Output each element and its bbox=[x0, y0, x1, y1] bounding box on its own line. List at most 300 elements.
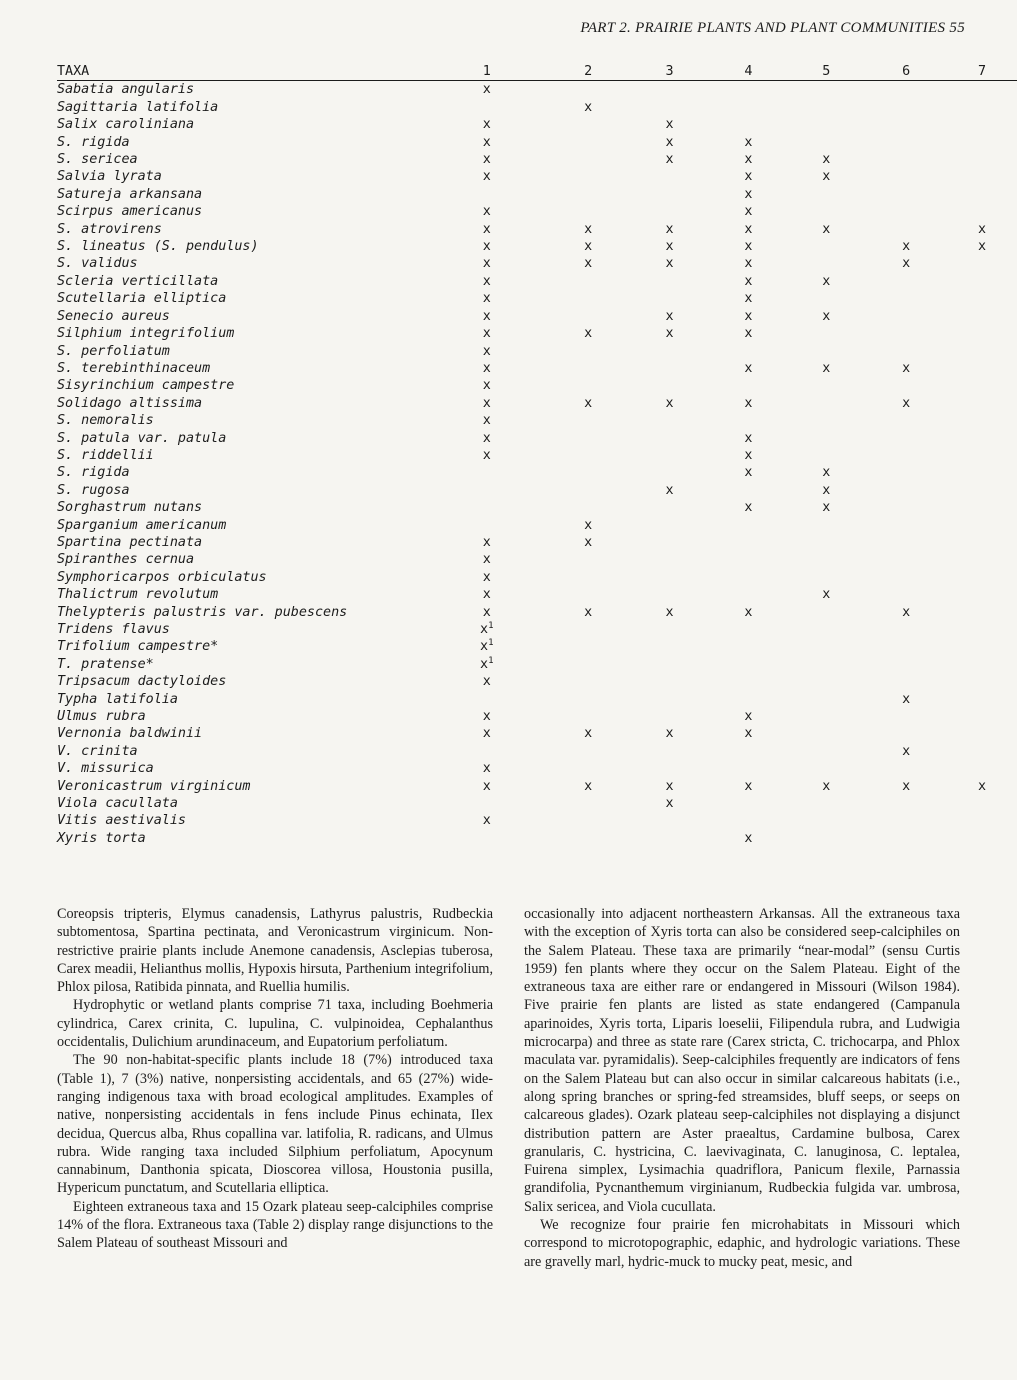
occurrence-mark: x bbox=[822, 152, 831, 168]
occurrence-mark bbox=[547, 656, 630, 673]
occurrence-mark: x bbox=[584, 99, 593, 115]
occurrence-mark: x bbox=[977, 778, 987, 794]
table-row bbox=[57, 760, 1017, 777]
body-paragraph: The 90 non-habitat-specific plants include 18 (7%) introduced taxa (Table 1), 7 (3%) native, nonpersisting accidentals, and 65 (27%) wide-ranging indigenous taxa with broad ecological amplitudes. Examples of native, nonpersisting accidentals in fens include Pinus echinata, Ilex decidua, Quercus alba, Rhus copallina var. latifolia, R. radicans, and Ulmus rubra. Wide ranging taxa included Silphium perfoliatum, Apocynum cannabinum, Danthonia spicata, Dioscorea villosa, Houstonia pusilla, Hypericum punctatum, and Scutellaria elliptica. bbox=[57, 1052, 493, 1197]
occurrence-mark: x bbox=[822, 169, 831, 185]
occurrence-mark: x bbox=[744, 830, 753, 846]
occurrence-mark: x bbox=[482, 413, 491, 429]
occurrence-mark: x bbox=[482, 813, 491, 829]
occurrence-mark bbox=[947, 99, 1017, 116]
occurrence-mark: x bbox=[584, 778, 593, 794]
body-paragraph: We recognize four prairie fen microhabitats in Missouri which correspond to microtopographic, edaphic, and hydrologic variations. These are gravelly marl, hydric-muck to mucky peat, mesic, and bbox=[524, 1217, 960, 1270]
taxon-name: Ulmus rubra bbox=[57, 709, 146, 725]
occurrence-mark: x bbox=[665, 726, 674, 742]
occurrence-mark bbox=[947, 830, 1017, 847]
occurrence-mark: x bbox=[977, 239, 987, 255]
occurrence-mark bbox=[630, 499, 710, 516]
occurrence-mark bbox=[787, 203, 865, 220]
occurrence-mark bbox=[630, 673, 710, 690]
occurrence-mark bbox=[427, 517, 547, 534]
taxon-name: S. terebinthinaceum bbox=[57, 360, 211, 376]
occurrence-mark: x bbox=[744, 134, 753, 150]
occurrence-mark: x bbox=[482, 308, 491, 324]
occurrence-mark bbox=[709, 795, 787, 812]
occurrence-mark bbox=[865, 638, 947, 655]
occurrence-mark bbox=[947, 395, 1017, 412]
occurrence-mark bbox=[865, 116, 947, 133]
occurrence-mark: x bbox=[744, 604, 753, 620]
occurrence-mark: x bbox=[482, 604, 491, 620]
occurrence-mark bbox=[630, 830, 710, 847]
table-row bbox=[57, 795, 1017, 812]
occurrence-mark bbox=[947, 534, 1017, 551]
occurrence-mark: x bbox=[665, 604, 674, 620]
occurrence-mark bbox=[787, 325, 865, 342]
table-row bbox=[57, 621, 1017, 638]
table-header-row bbox=[57, 63, 1017, 81]
occurrence-mark bbox=[630, 377, 710, 394]
occurrence-mark bbox=[547, 708, 630, 725]
right-text-column bbox=[524, 905, 960, 1271]
occurrence-mark: x bbox=[482, 569, 491, 585]
body-paragraph: occasionally into adjacent northeastern Arkansas. All the extraneous taxa with the exception of Xyris torta can also be considered seep-calciphiles on the Salem Plateau. These taxa are primarily “near-modal” (sensu Curtis 1959) fen plants where they occur on the Salem Plateau. Eight of the extraneous taxa are either rare or endangered in Missouri (Wilson 1984). Five prairie fen plants are listed as state endangered (Campanula aparinoides, Xyris torta, Liparis loeselii, Filipendula rubra, and Ludwigia microcarpa) and three as state rare (Carex stricta, C. trichocarpa, and Phlox maculata var. pyramidalis). Seep-calciphiles frequently are indicators of fens on the Salem Plateau but can also occur in similar calcareous habitats (i.e., along spring branches or spring-fed streamsides, bluff seeps, or seeps on calcareous glades). Ozark plateau seep-calciphiles not displaying a disjunct distribution pattern are Aster praealtus, Cardamine bulbosa, Carex granularis, C. hystricina, C. laevivaginata, C. lanuginosa, C. leptalea, Fuirena simplex, Lysimachia quadriflora, Panicum flexile, Parnassia grandifolia, Pycnanthemum virginianum, Rudbeckia fulgida var. umbrosa, Salix sericea, and Viola cucullata. bbox=[524, 906, 960, 1215]
occurrence-mark bbox=[630, 99, 710, 116]
occurrence-mark: x bbox=[902, 604, 911, 620]
occurrence-mark: x bbox=[822, 273, 831, 289]
table-row bbox=[57, 604, 1017, 621]
taxon-name: Symphoricarpos orbiculatus bbox=[57, 569, 267, 585]
occurrence-mark: x bbox=[822, 778, 831, 794]
occurrence-mark bbox=[865, 151, 947, 168]
occurrence-mark: x bbox=[482, 273, 491, 289]
occurrence-mark: x bbox=[482, 552, 491, 568]
taxon-name: Typha latifolia bbox=[57, 691, 178, 707]
occurrence-mark bbox=[947, 168, 1017, 185]
occurrence-mark: x bbox=[584, 256, 593, 272]
running-header: PART 2. PRAIRIE PLANTS AND PLANT COMMUNITIES 55 bbox=[580, 20, 965, 36]
table-row bbox=[57, 534, 1017, 551]
occurrence-mark: x bbox=[665, 239, 674, 255]
table-row bbox=[57, 99, 1017, 116]
table-row bbox=[57, 673, 1017, 690]
occurrence-mark: x bbox=[822, 221, 831, 237]
occurrence-mark bbox=[787, 812, 865, 829]
occurrence-mark bbox=[865, 708, 947, 725]
table-row bbox=[57, 290, 1017, 307]
table-row bbox=[57, 569, 1017, 586]
occurrence-mark bbox=[709, 99, 787, 116]
occurrence-mark bbox=[787, 725, 865, 742]
occurrence-mark bbox=[709, 586, 787, 603]
occurrence-mark bbox=[947, 447, 1017, 464]
occurrence-mark: x bbox=[482, 709, 491, 725]
occurrence-mark bbox=[947, 551, 1017, 568]
occurrence-mark bbox=[947, 743, 1017, 760]
occurrence-mark bbox=[427, 795, 547, 812]
taxon-name: Scirpus americanus bbox=[57, 204, 203, 220]
occurrence-mark bbox=[547, 290, 630, 307]
occurrence-mark: x bbox=[744, 204, 753, 220]
occurrence-mark bbox=[547, 499, 630, 516]
taxon-name: S. nemoralis bbox=[57, 413, 154, 429]
occurrence-mark bbox=[547, 551, 630, 568]
occurrence-mark bbox=[865, 795, 947, 812]
occurrence-mark bbox=[865, 447, 947, 464]
occurrence-mark bbox=[547, 430, 630, 447]
occurrence-mark bbox=[709, 621, 787, 638]
taxon-name: Spartina pectinata bbox=[57, 534, 203, 550]
taxon-name: S. rigida bbox=[57, 134, 130, 150]
occurrence-mark: x bbox=[482, 134, 491, 150]
occurrence-mark bbox=[630, 534, 710, 551]
table-row bbox=[57, 395, 1017, 412]
occurrence-mark bbox=[947, 812, 1017, 829]
occurrence-mark bbox=[947, 290, 1017, 307]
taxon-name: T. pratense* bbox=[57, 656, 154, 672]
occurrence-mark bbox=[547, 203, 630, 220]
occurrence-mark bbox=[947, 656, 1017, 673]
occurrence-mark bbox=[630, 430, 710, 447]
occurrence-mark bbox=[865, 830, 947, 847]
occurrence-mark: x bbox=[902, 360, 911, 376]
occurrence-mark bbox=[787, 116, 865, 133]
occurrence-mark bbox=[787, 412, 865, 429]
occurrence-mark: x bbox=[822, 465, 831, 481]
occurrence-mark bbox=[547, 151, 630, 168]
occurrence-mark: x bbox=[482, 726, 491, 742]
occurrence-mark bbox=[947, 308, 1017, 325]
occurrence-mark bbox=[947, 708, 1017, 725]
occurrence-mark: x bbox=[584, 326, 593, 342]
occurrence-mark bbox=[709, 534, 787, 551]
taxon-name: Sorghastrum nutans bbox=[57, 500, 203, 516]
occurrence-mark bbox=[787, 290, 865, 307]
occurrence-mark: x bbox=[482, 291, 491, 307]
table-row bbox=[57, 778, 1017, 795]
table-row bbox=[57, 586, 1017, 603]
occurrence-mark: x bbox=[744, 326, 753, 342]
occurrence-mark: x bbox=[482, 447, 491, 463]
occurrence-mark bbox=[709, 656, 787, 673]
occurrence-mark bbox=[547, 638, 630, 655]
table-row bbox=[57, 725, 1017, 742]
occurrence-mark bbox=[709, 343, 787, 360]
taxa-table bbox=[57, 63, 1017, 847]
taxon-name: Sagittaria latifolia bbox=[57, 99, 219, 115]
occurrence-mark bbox=[865, 464, 947, 481]
occurrence-mark bbox=[709, 812, 787, 829]
occurrence-mark bbox=[630, 638, 710, 655]
occurrence-mark bbox=[427, 499, 547, 516]
taxon-name: Thalictrum revolutum bbox=[57, 587, 219, 603]
occurrence-mark bbox=[865, 343, 947, 360]
occurrence-mark bbox=[630, 743, 710, 760]
occurrence-mark bbox=[547, 273, 630, 290]
occurrence-mark: x bbox=[744, 430, 753, 446]
occurrence-mark bbox=[547, 586, 630, 603]
table-row bbox=[57, 325, 1017, 342]
occurrence-mark: x bbox=[744, 395, 753, 411]
occurrence-mark bbox=[787, 673, 865, 690]
table-row bbox=[57, 743, 1017, 760]
table-row bbox=[57, 447, 1017, 464]
occurrence-mark: x bbox=[584, 221, 593, 237]
taxon-name: Scleria verticillata bbox=[57, 273, 219, 289]
occurrence-mark: x bbox=[822, 587, 831, 603]
occurrence-mark bbox=[787, 430, 865, 447]
occurrence-mark bbox=[427, 743, 547, 760]
occurrence-mark: $x^1$ bbox=[480, 638, 494, 655]
occurrence-mark bbox=[547, 569, 630, 586]
occurrence-mark: x bbox=[822, 308, 831, 324]
taxon-name: V. missurica bbox=[57, 761, 154, 777]
occurrence-mark bbox=[709, 743, 787, 760]
occurrence-mark: x bbox=[902, 256, 911, 272]
table-row bbox=[57, 412, 1017, 429]
table-row bbox=[57, 186, 1017, 203]
occurrence-mark bbox=[865, 168, 947, 185]
occurrence-mark: x bbox=[665, 326, 674, 342]
occurrence-mark bbox=[630, 621, 710, 638]
taxon-name: Thelypteris palustris var. pubescens bbox=[57, 604, 348, 620]
occurrence-mark bbox=[947, 116, 1017, 133]
table-row bbox=[57, 203, 1017, 220]
occurrence-mark: x bbox=[902, 691, 911, 707]
occurrence-mark bbox=[865, 273, 947, 290]
body-paragraph: Coreopsis tripteris, Elymus canadensis, Lathyrus palustris, Rudbeckia subtomentosa, Spartina pectinata, and Veronicastrum virginicum. Non-restrictive prairie plants include Anemone canadensis, Asclepias tuberosa, Carex meadii, Helianthus mollis, Hypoxis hirsuta, Parthenium integrifolium, Phlox pilosa, Ratibida pinnata, and Ruellia humilis. bbox=[57, 906, 493, 996]
table-row bbox=[57, 830, 1017, 847]
occurrence-mark bbox=[947, 569, 1017, 586]
taxon-name: Sabatia angularis bbox=[57, 82, 195, 98]
occurrence-mark bbox=[709, 551, 787, 568]
occurrence-mark bbox=[547, 377, 630, 394]
occurrence-mark bbox=[630, 412, 710, 429]
column-header-7: 7 bbox=[977, 64, 987, 79]
occurrence-mark bbox=[630, 656, 710, 673]
occurrence-mark: x bbox=[482, 152, 491, 168]
occurrence-mark: x bbox=[482, 204, 491, 220]
occurrence-mark: $x^1$ bbox=[480, 621, 494, 637]
occurrence-mark: x bbox=[744, 778, 753, 794]
occurrence-mark bbox=[865, 81, 947, 99]
table-row bbox=[57, 360, 1017, 377]
occurrence-mark bbox=[947, 638, 1017, 655]
occurrence-mark bbox=[865, 482, 947, 499]
occurrence-mark bbox=[947, 325, 1017, 342]
occurrence-mark bbox=[630, 186, 710, 203]
taxon-name: S. perfoliatum bbox=[57, 343, 170, 359]
occurrence-mark bbox=[547, 186, 630, 203]
occurrence-mark bbox=[787, 604, 865, 621]
occurrence-mark bbox=[947, 134, 1017, 151]
occurrence-mark bbox=[947, 273, 1017, 290]
table-row bbox=[57, 308, 1017, 325]
occurrence-mark bbox=[787, 395, 865, 412]
taxon-name: Salix caroliniana bbox=[57, 117, 195, 133]
occurrence-mark: x bbox=[665, 221, 674, 237]
occurrence-mark bbox=[787, 99, 865, 116]
occurrence-mark bbox=[865, 725, 947, 742]
occurrence-mark: x bbox=[584, 395, 593, 411]
taxon-name: Senecio aureus bbox=[57, 308, 170, 324]
occurrence-mark bbox=[947, 255, 1017, 272]
occurrence-mark: x bbox=[744, 169, 753, 185]
taxon-name: Xyris torta bbox=[57, 830, 146, 846]
column-header-4: 4 bbox=[744, 64, 753, 79]
occurrence-mark bbox=[865, 221, 947, 238]
occurrence-mark bbox=[547, 81, 630, 99]
table-row bbox=[57, 812, 1017, 829]
occurrence-mark bbox=[630, 168, 710, 185]
occurrence-mark bbox=[947, 760, 1017, 777]
occurrence-mark bbox=[865, 760, 947, 777]
occurrence-mark: x bbox=[482, 587, 491, 603]
occurrence-mark bbox=[947, 377, 1017, 394]
occurrence-mark bbox=[709, 482, 787, 499]
occurrence-mark bbox=[630, 551, 710, 568]
occurrence-mark bbox=[865, 412, 947, 429]
occurrence-mark: x bbox=[744, 726, 753, 742]
occurrence-mark bbox=[947, 725, 1017, 742]
occurrence-mark bbox=[709, 412, 787, 429]
occurrence-mark bbox=[427, 99, 547, 116]
occurrence-mark: x bbox=[482, 82, 491, 98]
table-row bbox=[57, 517, 1017, 534]
taxon-name: S. lineatus (S. pendulus) bbox=[57, 239, 259, 255]
occurrence-mark: x bbox=[744, 291, 753, 307]
occurrence-mark: x bbox=[744, 709, 753, 725]
occurrence-mark bbox=[630, 290, 710, 307]
table-row bbox=[57, 81, 1017, 99]
occurrence-mark: x bbox=[482, 343, 491, 359]
occurrence-mark bbox=[865, 621, 947, 638]
occurrence-mark bbox=[547, 168, 630, 185]
occurrence-mark bbox=[947, 360, 1017, 377]
occurrence-mark bbox=[865, 308, 947, 325]
occurrence-mark bbox=[865, 430, 947, 447]
occurrence-mark bbox=[630, 447, 710, 464]
occurrence-mark bbox=[865, 290, 947, 307]
table-row bbox=[57, 238, 1017, 255]
occurrence-mark bbox=[947, 464, 1017, 481]
occurrence-mark bbox=[787, 81, 865, 99]
taxon-name: Vernonia baldwinii bbox=[57, 726, 203, 742]
occurrence-mark bbox=[709, 377, 787, 394]
occurrence-mark bbox=[947, 81, 1017, 99]
occurrence-mark: x bbox=[665, 152, 674, 168]
table-row bbox=[57, 221, 1017, 238]
occurrence-mark bbox=[547, 621, 630, 638]
taxa-header: TAXA bbox=[57, 64, 90, 79]
occurrence-mark bbox=[947, 499, 1017, 516]
taxon-name: Veronicastrum virginicum bbox=[57, 778, 251, 794]
occurrence-mark: x bbox=[482, 326, 491, 342]
taxon-name: S. patula var. patula bbox=[57, 430, 227, 446]
occurrence-mark bbox=[547, 795, 630, 812]
occurrence-mark bbox=[547, 691, 630, 708]
table-row bbox=[57, 343, 1017, 360]
occurrence-mark: x bbox=[744, 308, 753, 324]
table-row bbox=[57, 151, 1017, 168]
occurrence-mark bbox=[709, 116, 787, 133]
table-row bbox=[57, 482, 1017, 499]
occurrence-mark: x bbox=[665, 134, 674, 150]
table-row bbox=[57, 377, 1017, 394]
occurrence-mark: x bbox=[744, 256, 753, 272]
occurrence-mark bbox=[947, 517, 1017, 534]
occurrence-mark bbox=[630, 81, 710, 99]
occurrence-mark bbox=[787, 708, 865, 725]
column-header-2: 2 bbox=[584, 64, 593, 79]
occurrence-mark bbox=[787, 743, 865, 760]
occurrence-mark bbox=[630, 760, 710, 777]
occurrence-mark bbox=[630, 273, 710, 290]
occurrence-mark bbox=[547, 343, 630, 360]
occurrence-mark bbox=[787, 534, 865, 551]
occurrence-mark: x bbox=[665, 308, 674, 324]
occurrence-mark: x bbox=[584, 604, 593, 620]
occurrence-mark: x bbox=[482, 117, 491, 133]
occurrence-mark bbox=[547, 464, 630, 481]
taxon-name: Spiranthes cernua bbox=[57, 552, 195, 568]
occurrence-mark bbox=[947, 482, 1017, 499]
occurrence-mark bbox=[865, 656, 947, 673]
taxon-name: Sparganium americanum bbox=[57, 517, 227, 533]
taxon-name: V. crinita bbox=[57, 743, 138, 759]
occurrence-mark: x bbox=[482, 534, 491, 550]
taxa-table-body bbox=[57, 81, 1017, 847]
occurrence-mark bbox=[947, 343, 1017, 360]
occurrence-mark: x bbox=[584, 239, 593, 255]
occurrence-mark bbox=[947, 673, 1017, 690]
occurrence-mark bbox=[865, 551, 947, 568]
occurrence-mark bbox=[427, 482, 547, 499]
occurrence-mark: x bbox=[482, 256, 491, 272]
occurrence-mark bbox=[787, 795, 865, 812]
taxon-name: S. riddellii bbox=[57, 447, 154, 463]
occurrence-mark: x bbox=[482, 674, 491, 690]
occurrence-mark bbox=[547, 830, 630, 847]
occurrence-mark: x bbox=[482, 169, 491, 185]
occurrence-mark bbox=[630, 360, 710, 377]
taxon-name: Silphium integrifolium bbox=[57, 326, 235, 342]
occurrence-mark: x bbox=[744, 447, 753, 463]
occurrence-mark bbox=[787, 569, 865, 586]
table-row bbox=[57, 430, 1017, 447]
table-row bbox=[57, 691, 1017, 708]
occurrence-mark bbox=[787, 830, 865, 847]
column-header-3: 3 bbox=[665, 64, 674, 79]
occurrence-mark bbox=[947, 151, 1017, 168]
taxon-name: S. validus bbox=[57, 256, 138, 272]
occurrence-mark: x bbox=[744, 186, 753, 202]
taxon-name: Viola cacullata bbox=[57, 796, 178, 812]
occurrence-mark: x bbox=[665, 778, 674, 794]
occurrence-mark bbox=[787, 656, 865, 673]
occurrence-mark bbox=[787, 134, 865, 151]
occurrence-mark: $x^1$ bbox=[480, 655, 494, 672]
occurrence-mark: x bbox=[482, 395, 491, 411]
table-row bbox=[57, 273, 1017, 290]
occurrence-mark: x bbox=[902, 239, 911, 255]
taxon-name: Trifolium campestre* bbox=[57, 639, 219, 655]
occurrence-mark bbox=[865, 134, 947, 151]
table-row bbox=[57, 464, 1017, 481]
taxon-name: Solidago altissima bbox=[57, 395, 203, 411]
occurrence-mark bbox=[787, 691, 865, 708]
occurrence-mark: x bbox=[822, 360, 831, 376]
table-row bbox=[57, 168, 1017, 185]
